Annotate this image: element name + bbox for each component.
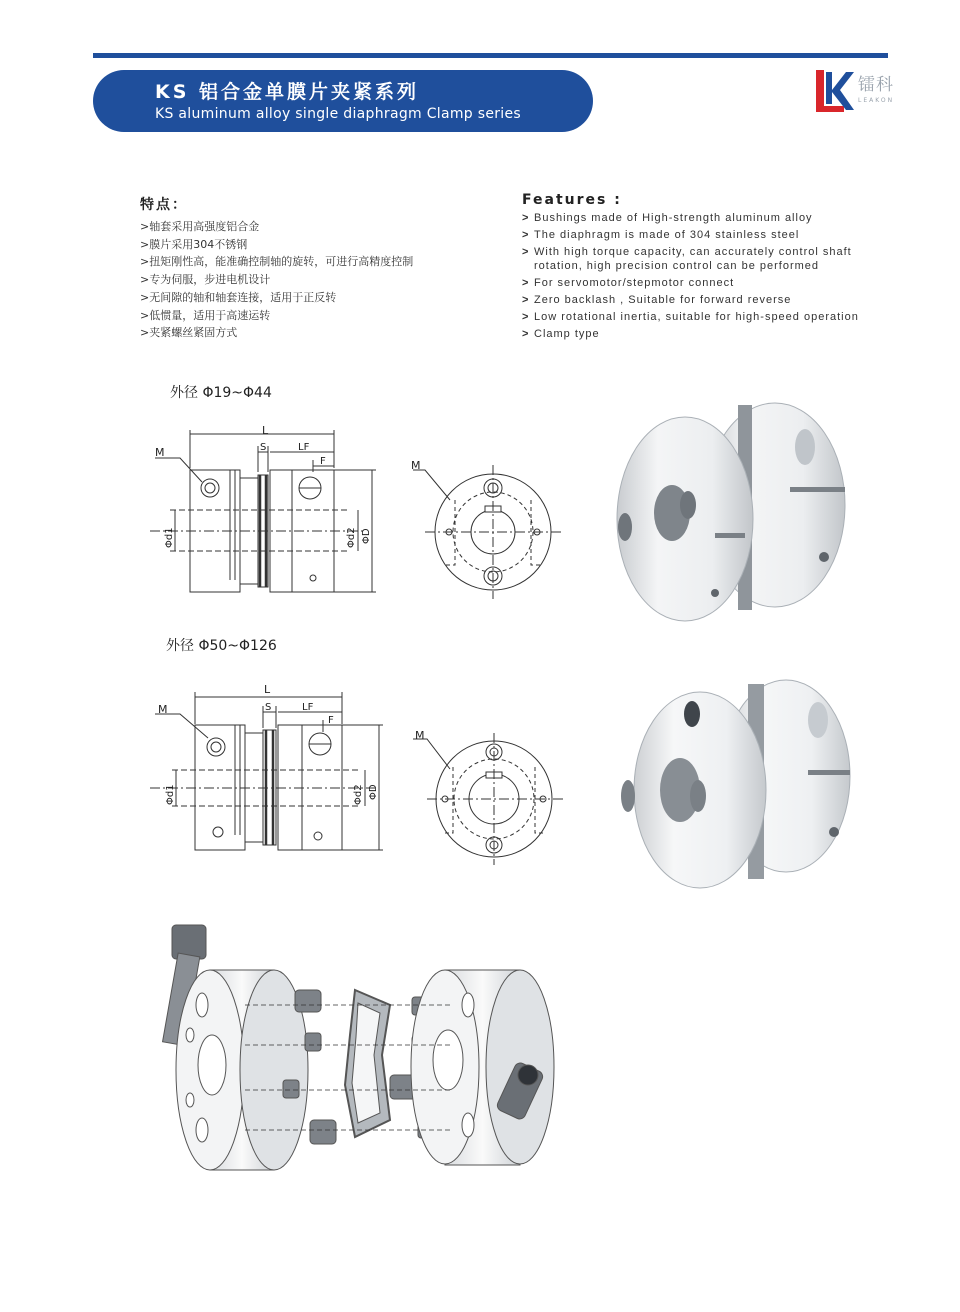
- arrow-icon: >: [522, 293, 530, 306]
- features-english: [522, 192, 882, 345]
- size-range-label-small: 外径 Φ19~Φ44: [170, 385, 272, 401]
- dim-lf-label: LF: [298, 442, 310, 453]
- dim-s-label: S: [260, 442, 267, 453]
- dim-outer-d-label: ΦD: [361, 528, 372, 544]
- dim-l-label: L: [262, 424, 269, 437]
- side-view-drawing-small: [150, 420, 400, 605]
- feature-en-text: Zero backlash , Suitable for forward reverse: [534, 293, 792, 306]
- features-chinese: [140, 194, 500, 342]
- feature-en-item: [522, 328, 882, 342]
- coupling-photo-small: [600, 395, 860, 635]
- arrow-icon: >: [522, 328, 530, 341]
- title-english: KS aluminum alloy single diaphragm Clamp series: [155, 106, 521, 122]
- feature-en-text: For servomotor/stepmotor connect: [534, 276, 735, 289]
- features-english-heading: Features :: [522, 192, 622, 208]
- top-rule: [93, 53, 888, 58]
- arrow-icon: >: [522, 212, 530, 224]
- dim-m-label: M: [415, 729, 425, 742]
- dim-m-label: M: [155, 446, 165, 459]
- feature-zh-item: >专为伺服，步进电机设计: [140, 273, 271, 287]
- feature-zh-item: >夹紧螺丝紧固方式: [140, 326, 238, 340]
- feature-en-item: [522, 294, 882, 308]
- feature-zh-item: >轴套采用高强度铝合金: [140, 220, 260, 233]
- exploded-view-drawing: [150, 915, 570, 1180]
- dim-f-label: F: [328, 715, 334, 726]
- dim-lf-label: LF: [302, 702, 314, 713]
- dim-m-label: M: [158, 703, 168, 716]
- side-view-drawing-large: [150, 680, 400, 865]
- feature-zh-item: >膜片采用304不锈钢: [140, 237, 248, 251]
- dim-d1-label: Φd1: [165, 784, 176, 805]
- feature-en-text: The diaphragm is made of 304 stainless steel: [534, 229, 800, 242]
- dim-l-label: L: [264, 683, 271, 696]
- feature-en-text: Bushings made of High-strength aluminum alloy: [534, 212, 813, 224]
- dim-m-label: M: [411, 459, 421, 472]
- features-chinese-heading: 特点：: [140, 197, 188, 213]
- arrow-icon: >: [522, 276, 530, 289]
- title-banner: [93, 70, 593, 132]
- dim-s-label: S: [265, 702, 272, 713]
- logo-english-text: LEAKON: [858, 97, 895, 104]
- feature-en-item: [522, 277, 882, 291]
- dim-d1-label: Φd1: [164, 527, 175, 548]
- feature-en-text: Low rotational inertia, suitable for high-speed operation: [534, 311, 859, 324]
- feature-en-item: [522, 212, 882, 226]
- feature-zh-item: >低惯量，适用于高速运转: [140, 308, 271, 322]
- feature-en-item: [522, 311, 882, 325]
- feature-en-text: With high torque capacity, can accurately control shaft rotation, high precision control can be performed: [534, 246, 852, 272]
- end-view-drawing-small: [405, 455, 580, 610]
- logo-chinese-text: 镭科: [858, 75, 894, 95]
- feature-zh-item: >扭矩刚性高，能准确控制轴的旋转，可进行高精度控制: [140, 255, 414, 269]
- feature-en-item: [522, 246, 882, 273]
- dim-f-label: F: [320, 456, 326, 467]
- feature-zh-item: >无间隙的轴和轴套连接，适用于正反转: [140, 290, 337, 304]
- arrow-icon: >: [522, 311, 530, 324]
- coupling-photo-large: [608, 672, 858, 907]
- title-chinese: KS 铝合金单膜片夹紧系列: [155, 81, 420, 103]
- arrow-icon: >: [522, 229, 530, 242]
- feature-en-item: [522, 229, 882, 243]
- feature-en-text: Clamp type: [534, 328, 600, 341]
- dim-outer-d-label: ΦD: [368, 784, 379, 800]
- arrow-icon: >: [522, 246, 530, 259]
- dim-d2-label: Φd2: [346, 527, 357, 548]
- size-range-label-large: 外径 Φ50~Φ126: [166, 638, 277, 654]
- end-view-drawing-large: [405, 725, 580, 870]
- dim-d2-label: Φd2: [353, 784, 364, 805]
